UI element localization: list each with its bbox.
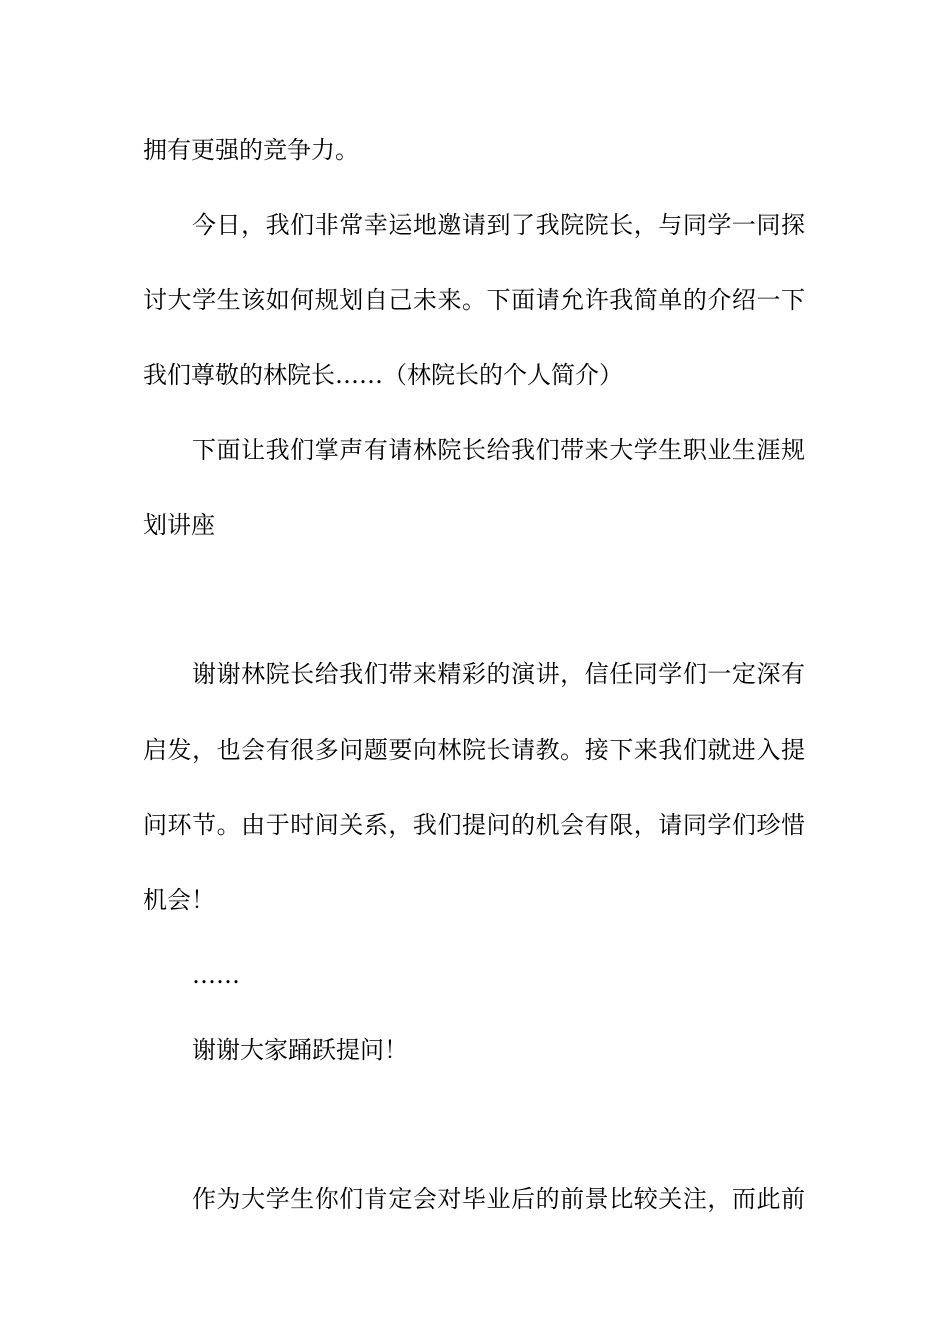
text-line: 划讲座 <box>143 511 215 539</box>
text-line: 问环节。由于时间关系，我们提问的机会有限，请同学们珍惜 <box>143 811 805 839</box>
text-line: 拥有更强的竞争力。 <box>143 136 359 164</box>
text-line: 谢谢林院长给我们带来精彩的演讲，信任同学们一定深有 <box>192 660 805 688</box>
text-line: 机会！ <box>143 886 215 914</box>
text-line: 今日，我们非常幸运地邀请到了我院院长，与同学一同探 <box>192 211 805 239</box>
text-line: 谢谢大家踊跃提问！ <box>192 1036 408 1064</box>
text-line: 我们尊敬的林院长……（林院长的个人简介） <box>143 361 623 389</box>
text-line: 启发，也会有很多问题要向林院长请教。接下来我们就进入提 <box>143 736 805 764</box>
text-line: 下面让我们掌声有请林院长给我们带来大学生职业生涯规 <box>192 436 805 464</box>
text-line: 讨大学生该如何规划自己未来。下面请允许我简单的介绍一下 <box>143 286 805 314</box>
ellipsis-line: …… <box>192 961 240 989</box>
text-line: 作为大学生你们肯定会对毕业后的前景比较关注，而此前 <box>192 1185 805 1213</box>
